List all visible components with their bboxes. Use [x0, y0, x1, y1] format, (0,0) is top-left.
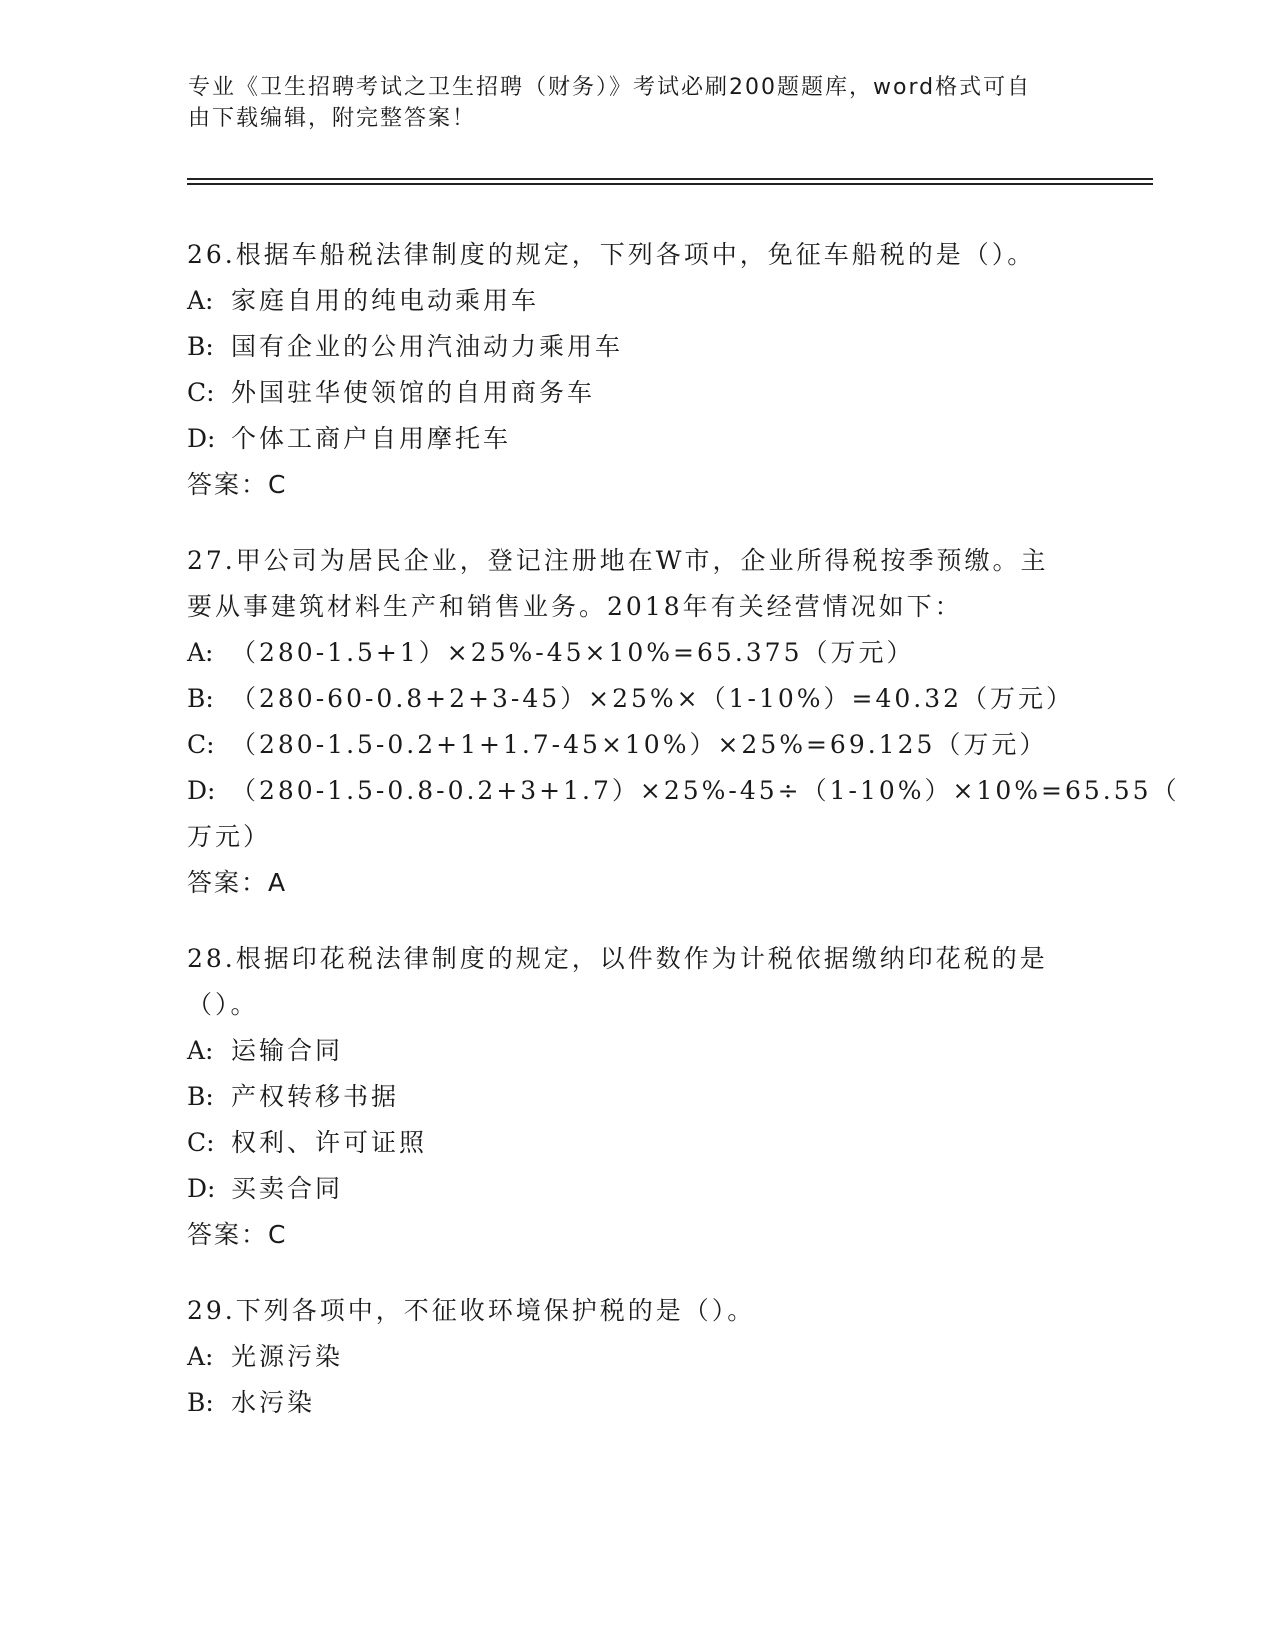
- option-line: [187, 814, 1087, 860]
- header-line-2: 由下载编辑，附完整答案！: [188, 106, 477, 131]
- option-text: 万元）: [187, 822, 272, 851]
- option-line: [187, 1380, 1087, 1426]
- option-label: B:: [187, 1388, 214, 1417]
- option-label: B:: [187, 332, 214, 361]
- question-stem: 26.根据车船税法律制度的规定，下列各项中，免征车船税的是（）。: [187, 240, 1036, 269]
- question-block: [187, 538, 1180, 906]
- question-block: [187, 232, 1087, 508]
- option-line: [187, 278, 1087, 324]
- option-line: [187, 768, 1180, 814]
- option-label: A:: [187, 1036, 214, 1065]
- option-line: [187, 722, 1087, 768]
- option-line: [187, 1120, 1087, 1166]
- option-line: [187, 1166, 1087, 1212]
- option-label: D:: [187, 424, 216, 453]
- option-label: B:: [187, 1082, 214, 1111]
- question-stem: 28.根据印花税法律制度的规定，以件数作为计税依据缴纳印花税的是: [187, 944, 1048, 973]
- option-text: 水污染: [231, 1388, 316, 1417]
- option-label: D:: [187, 1174, 216, 1203]
- document-header: [188, 72, 1088, 134]
- option-text: 国有企业的公用汽油动力乘用车: [231, 332, 624, 361]
- option-line: [187, 416, 1087, 462]
- question-block: [187, 1288, 1087, 1426]
- option-line: [187, 1074, 1087, 1120]
- option-text: 外国驻华使领馆的自用商务车: [231, 378, 596, 407]
- answer-line: 答案：C: [187, 470, 288, 499]
- option-label: A:: [187, 638, 214, 667]
- option-line: [187, 370, 1087, 416]
- option-line: [187, 1334, 1087, 1380]
- question-list: [187, 232, 1180, 1456]
- option-label: A:: [187, 1342, 214, 1371]
- option-text: 光源污染: [231, 1342, 344, 1371]
- question-stem: 29.下列各项中，不征收环境保护税的是（）。: [187, 1296, 756, 1325]
- option-text: 权利、许可证照: [231, 1128, 428, 1157]
- option-label: D:: [187, 776, 216, 805]
- option-text: （280-1.5+1）×25%-45×10%=65.375（万元）: [231, 638, 915, 667]
- option-label: C:: [187, 1128, 215, 1157]
- option-line: [187, 324, 1087, 370]
- option-text: （280-60-0.8+2+3-45）×25%×（1-10%）=40.32（万元）: [231, 684, 1075, 713]
- question-stem: 要从事建筑材料生产和销售业务。2018年有关经营情况如下：: [187, 592, 963, 621]
- question-stem: （）。: [187, 990, 259, 1019]
- option-label: B:: [187, 684, 214, 713]
- option-label: A:: [187, 286, 214, 315]
- question-block: [187, 936, 1087, 1258]
- answer-line: 答案：C: [187, 1220, 288, 1249]
- option-text: 家庭自用的纯电动乘用车: [231, 286, 540, 315]
- option-text: 产权转移书据: [231, 1082, 400, 1111]
- question-stem: 27.甲公司为居民企业，登记注册地在W市，企业所得税按季预缴。主: [187, 546, 1049, 575]
- answer-line: 答案：A: [187, 868, 288, 897]
- option-text: 个体工商户自用摩托车: [231, 424, 512, 453]
- option-text: 买卖合同: [231, 1174, 344, 1203]
- header-divider-top: [187, 178, 1153, 180]
- option-line: [187, 1028, 1087, 1074]
- option-text: （280-1.5-0.8-0.2+3+1.7）×25%-45÷（1-10%）×10%=65.55（: [231, 776, 1180, 805]
- option-text: 运输合同: [231, 1036, 344, 1065]
- option-label: C:: [187, 378, 215, 407]
- option-label: C:: [187, 730, 215, 759]
- option-line: [187, 676, 1087, 722]
- option-line: [187, 630, 1087, 676]
- header-line-1: 专业《卫生招聘考试之卫生招聘（财务）》考试必刷200题题库，word格式可自: [188, 75, 1032, 100]
- option-text: （280-1.5-0.2+1+1.7-45×10%）×25%=69.125（万元）: [231, 730, 1048, 759]
- header-divider-bottom: [187, 183, 1153, 185]
